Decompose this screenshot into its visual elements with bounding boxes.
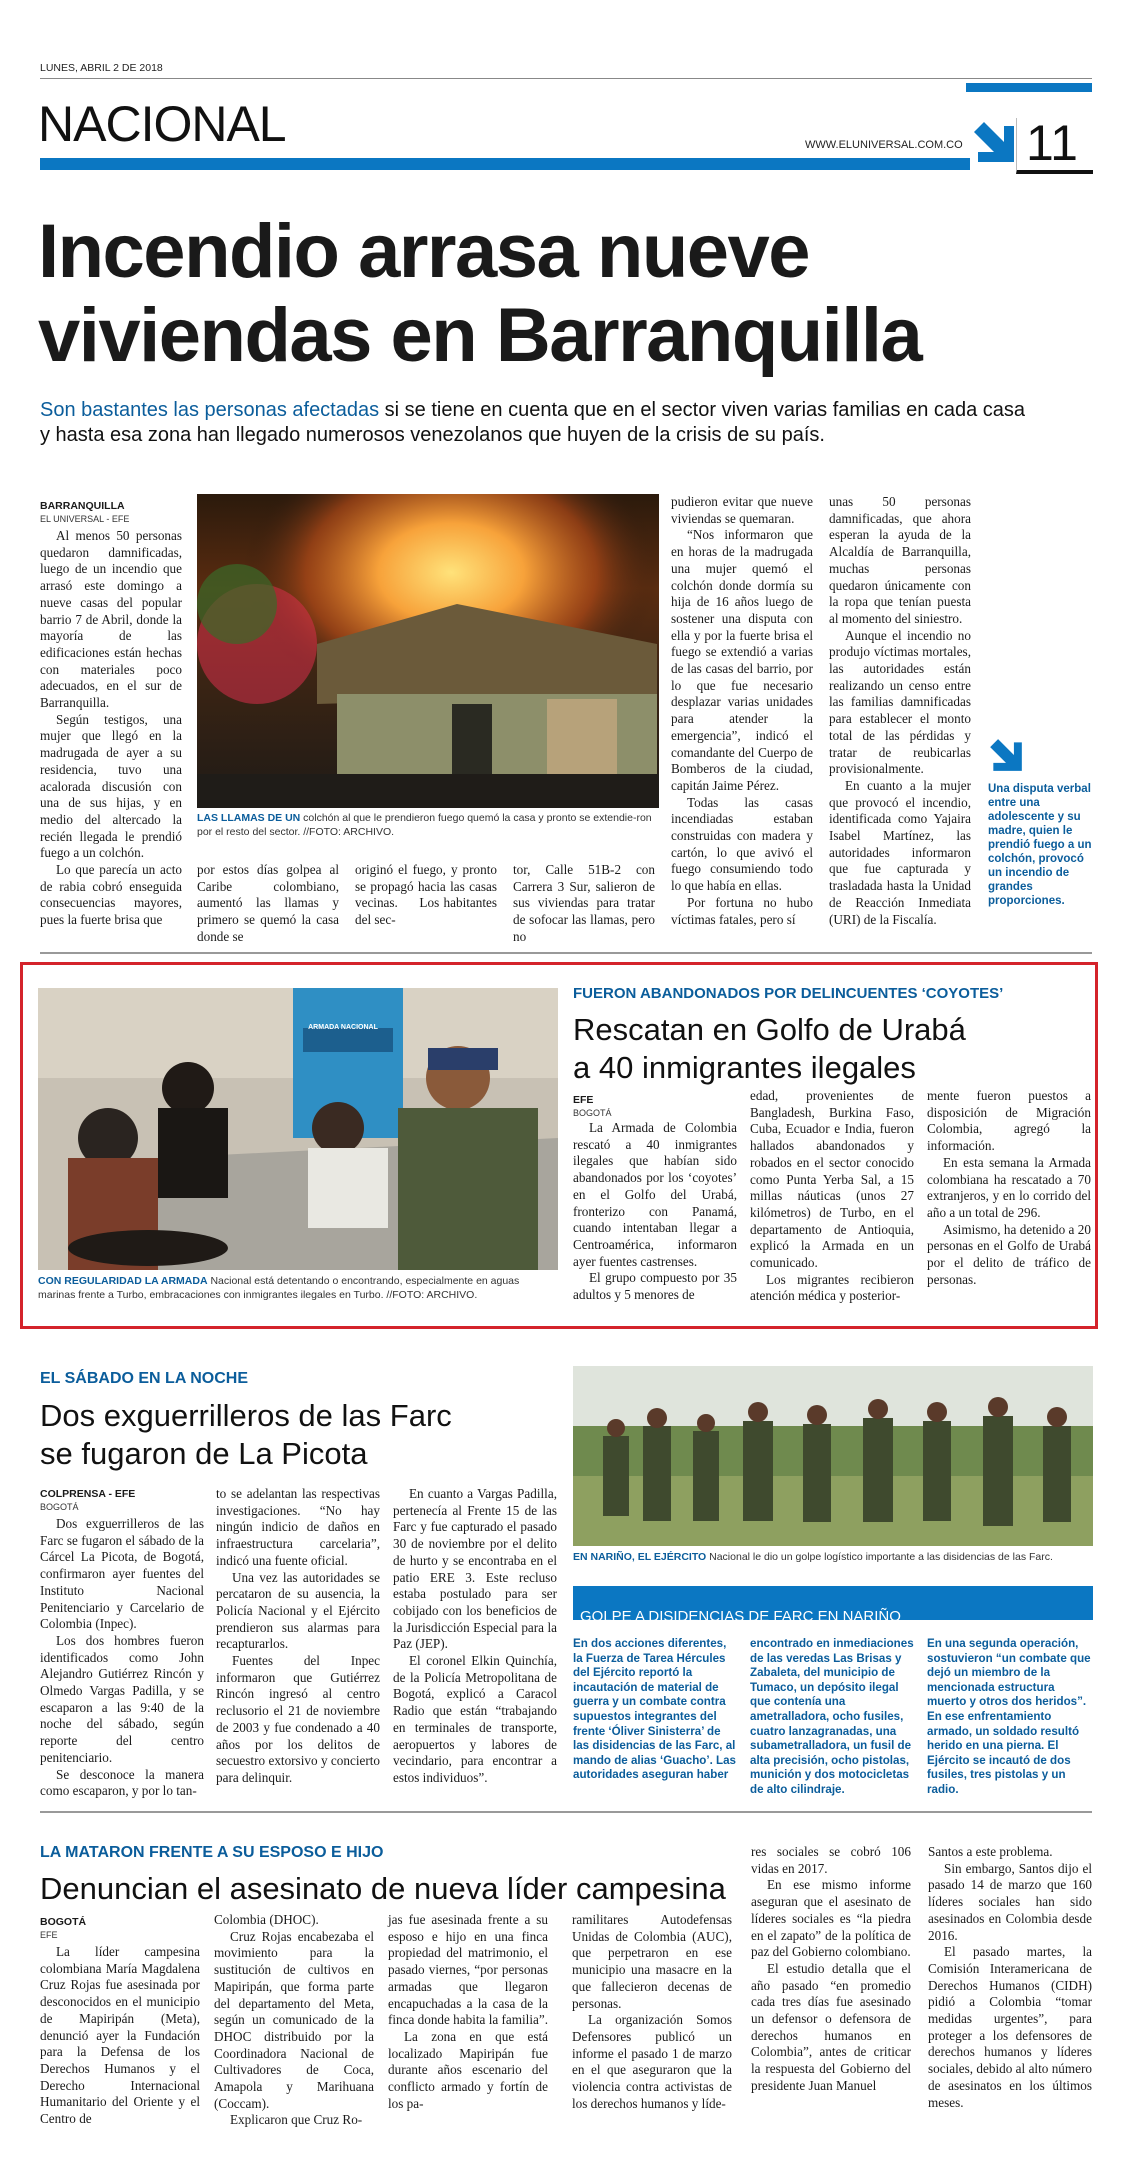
soldiers-photo-caption — [573, 1550, 1093, 1564]
story4-headline: Denuncian el asesinato de nueva líder campesina — [40, 1871, 726, 1906]
paragraph: ramilitares Autodefensas Unidas de Colombia (AUC), que perpetraron en ese municipio una masacre en la que fallecieron decenas de personas. — [572, 1912, 732, 2011]
story4-column-4 — [572, 1912, 732, 2112]
section-divider — [40, 1811, 1092, 1813]
main-lead-text: si se tiene en cuenta que en el sector viven varias familias en cada casa y hasta esa zona han llegado numerosos venezolanos que huyen de la crisis de su país. — [40, 399, 1026, 446]
story4-column-2 — [214, 1912, 374, 2129]
paragraph: En esta semana la Armada colombiana ha rescatado a 70 extranjeros, y en lo corrido del año a un total de 296. — [927, 1154, 1091, 1220]
paragraph: Una vez las autoridades se percataron de su ausencia, la Policía Nacional y el Ejército prendieron sus alarmas para recapturarlos. — [216, 1569, 380, 1652]
story4-kicker: LA MATARON FRENTE A SU ESPOSO E HIJO — [40, 1844, 384, 1861]
section-divider — [40, 952, 1092, 954]
main-column-1 — [40, 528, 182, 929]
fire-photo-caption — [197, 811, 659, 839]
fire-scene-image — [197, 494, 659, 808]
paragraph: jas fue asesinada frente a su esposo e hijo en una finca propiedad del matrimonio, el pasado viernes, “por personas armadas que llegaron encapuchadas a la casa de la finca donde habita la familia”. — [388, 1912, 549, 2028]
story2-headline-line2: a 40 inmigrantes ilegales — [573, 1050, 916, 1085]
paragraph: Los migrantes recibieron atención médica y posterior- — [750, 1271, 914, 1304]
caption-text: Nacional le dio un golpe logístico importante a las disidencias de las Farc. — [706, 1551, 1053, 1563]
paragraph: Se desconoce la manera como escaparon, y por lo tan- — [40, 1766, 204, 1799]
story3-place: BOGOTÁ — [40, 1502, 79, 1512]
paragraph: Dos exguerrilleros de las Farc se fugaron el sábado de la Cárcel La Picota, de Bogotá, confirmaron ayer fuentes del Instituto Nacional Penitenciario y Carcelario de Colombia (Inpec). — [40, 1516, 204, 1632]
story4-place: EFE — [40, 1930, 58, 1940]
paragraph: Todas las casas incendiadas estaban construidas con madera y cartón, lo que avivó el fuego consumiendo todo lo que había en ellas. — [671, 794, 813, 894]
main-column-3 — [355, 862, 497, 929]
story2-place: BOGOTÁ — [573, 1108, 612, 1118]
story2-column-1 — [573, 1120, 737, 1304]
header-top-rule — [40, 78, 1092, 79]
paragraph: Asimismo, ha detenido a 20 personas en el Golfo de Urabá por el delito de tráfico de personas. — [927, 1221, 1091, 1287]
paragraph: El estudio detalla que el año pasado “en promedio cada tres días fue asesinado un defensor o defensora de derechos humanos en Colombia”, antes de criticar la respuesta del Gobierno del presidente Juan Manuel — [751, 1960, 911, 2093]
pullquote: Una disputa verbal entre una adolescente y su madre, quien le prendió fuego a un colchón, provocó un incendio de grandes proporciones. — [988, 783, 1092, 907]
paragraph: Colombia (DHOC). — [214, 1912, 319, 1927]
paragraph: unas 50 personas damnificadas, que ahora esperan la ayuda de la Alcaldía de Barranquilla, muchas personas quedaron únicamente con la ropa que tenían puesta al momento del siniestro. — [829, 494, 971, 626]
header-accent-bar-top — [966, 83, 1092, 92]
page-number: 11 — [1026, 115, 1078, 171]
arrow-down-right-icon — [970, 118, 1018, 166]
paragraph: Aunque el incendio no produjo víctimas mortales, las autoridades están realizando un censo entre las familias damnificadas para establecer el monto total de las pérdidas y tratar de reubicarlas provisionalmente. — [829, 627, 971, 777]
paragraph: Por fortuna no hubo víctimas fatales, pero sí — [671, 894, 813, 927]
paragraph: Lo que parecía un acto de rabia cobró enseguida consecuencias mayores, pues la fuerte brisa que — [40, 862, 182, 928]
issue-date: LUNES, ABRIL 2 DE 2018 — [40, 62, 163, 74]
fire-photo — [197, 494, 659, 808]
story3-kicker: EL SÁBADO EN LA NOCHE — [40, 1370, 249, 1387]
section-title: NACIONAL — [38, 96, 286, 152]
story4-byline: BOGOTÁ — [40, 1916, 87, 1928]
header-accent-bar-bottom — [40, 158, 970, 170]
paragraph: El coronel Elkin Quinchía, de la Policía Metropolitana de Bogotá, explicó a Caracol Radio que están “trabajando en terminales de transporte, aeropuertos y labores de vecindario, para encontrar a estos individuos”. — [393, 1653, 557, 1785]
migrants-photo-caption — [38, 1274, 558, 1302]
caption-lead: EN NARIÑO, EL EJÉRCITO — [573, 1551, 707, 1563]
paragraph: to se adelantan las respectivas investigaciones. “No hay ningún indicio de daños en infraestructura carcelaria”, indicó una fuente oficial. — [216, 1486, 380, 1568]
paragraph: La zona en que está localizado Mapiripán fue durante años escenario del conflicto armado y fortín de los pa- — [388, 2028, 548, 2111]
paragraph: En ese mismo informe aseguran que el asesinato de líderes sociales es “la piedra en el zapato” de la política de paz del Gobierno colombiano. — [751, 1877, 911, 1960]
paragraph: La organización Somos Defensores publicó un informe el pasado 1 de marzo en el que aseguraron que la violencia contra activistas de los derechos humanos y líde- — [572, 2012, 732, 2111]
soldiers-photo — [573, 1366, 1093, 1546]
paragraph: En cuanto a Vargas Padilla, pertenecía al Frente 15 de las Farc y fue capturado el pasado 30 de noviembre por el delito de hurto y se encontraba en el patio ERE 3. Este recluso estaba postulado para ser cobijado con los beneficios de la Jurisdicción Especial para la Paz (JEP). — [393, 1486, 557, 1652]
main-agency: EL UNIVERSAL - EFE — [40, 514, 130, 524]
paragraph: Sin embargo, Santos dijo el pasado 14 de marzo que 160 líderes sociales han sido asesinados en Colombia desde 2016. — [928, 1860, 1092, 1943]
pullquote-arrow-icon — [987, 736, 1025, 774]
story2-byline: EFE — [573, 1094, 594, 1106]
paragraph: Explicaron que Cruz Ro- — [230, 2112, 363, 2128]
story2-kicker: FUERON ABANDONADOS POR DELINCUENTES ‘COYOTES’ — [573, 985, 1004, 1002]
photo-sign-text: ARMADA NACIONAL — [308, 1024, 378, 1031]
paragraph: Cruz Rojas encabezaba el movimiento para la sustitución de cultivos en Mapiripán, que forma parte del departamento del Meta, según un comunicado de la DHOC distribuido por la Coordinadora Nacional de Cultivadores de Coca, Amapola y Marihuana (Coccam). — [214, 1928, 374, 2111]
main-column-2 — [197, 862, 339, 946]
soldiers-scene-image — [573, 1366, 1093, 1546]
paragraph: Los dos hombres fueron identificados como John Alejandro Gutiérrez Rincón y Olmedo Vargas Padilla, y se escaparon a las 9:40 de la noche del sábado, según reporte del centro penitenciario. — [40, 1632, 204, 1765]
paragraph: originó el fuego, y pronto se propagó hacia las casas vecinas. Los habitantes del sec- — [355, 862, 497, 928]
story4-column-6 — [928, 1844, 1092, 2111]
main-headline: Incendio arrasa nueve viviendas en Barranquilla — [38, 209, 922, 378]
story2-column-3 — [927, 1088, 1091, 1288]
main-lead-highlight: Son bastantes las personas afectadas — [40, 399, 380, 421]
paragraph: res sociales se cobró 106 vidas en 2017. — [751, 1844, 911, 1876]
paragraph: mente fueron puestos a disposición de Migración Colombia, agregó la información. — [927, 1088, 1091, 1154]
story3-headline-line2: se fugaron de La Picota — [40, 1436, 368, 1471]
main-column-4 — [513, 862, 655, 946]
sidebar-box-title: GOLPE A DISIDENCIAS DE FARC EN NARIÑO — [580, 1608, 901, 1625]
paragraph: Fuentes del Inpec informaron que Gutiérrez Rincón ingresó al centro reclusorio el 21 de noviembre de 2003 y fue condenado a 40 años por los delitos de secuestro extorsivo y concierto para delinquir. — [216, 1653, 380, 1785]
paragraph: En cuanto a la mujer que provocó el incendio, identificada como Yajaira Isabel Martínez, las autoridades informaron que fue capturada y trasladada hasta la Unidad de Reacción Inmediata (URI) de la Fiscalía. — [829, 777, 971, 927]
caption-lead: LAS LLAMAS DE UN — [197, 812, 301, 824]
caption-text: colchón al que le prendieron fuego quemó la casa y pronto se extendie-ron por el resto del sector. //FOTO: ARCHIVO. — [197, 812, 652, 838]
story4-column-1 — [40, 1944, 200, 2128]
website-url: WWW.ELUNIVERSAL.COM.CO — [805, 139, 963, 151]
story4-column-5 — [751, 1844, 911, 2095]
paragraph: “Nos informaron que en horas de la madrugada una mujer quemó el colchón donde dormía su hija de 16 años luego de sostener una disputa con ella y por la fuerte brisa el fuego se extendió a varias de las casas del barrio, por lo que fue necesario desplazar varias unidades para atender la emergencia”, indicó el comandante del Cuerpo de Bomberos de la ciudad, capitán Jaime Pérez. — [671, 527, 813, 793]
story4-column-3 — [388, 1912, 548, 2112]
paragraph: por estos días golpea al Caribe colombiano, aumentó las llamas y primero se quemó la casa donde se — [197, 862, 339, 944]
story2-column-2 — [750, 1088, 914, 1305]
story2-headline-line1: Rescatan en Golfo de Urabá — [573, 1012, 966, 1047]
paragraph: Santos a este problema. — [928, 1844, 1053, 1859]
paragraph: El pasado martes, la Comisión Interamericana de Derechos Humanos (CIDH) pidió a Colombia “tomar medidas urgentes”, para proteger a los defensores de derechos humanos y líderes sociales, debido al alto número de asesinatos en los últimos meses. — [928, 1944, 1092, 2110]
paragraph: La líder campesina colombiana María Magdalena Cruz Rojas fue asesinada por desconocidos en el municipio de Mapiripán (Meta), denunció ayer la Fundación para la Defensa de los Derechos Humanos y el Derecho Internacional Humanitario del Oriente y el Centro de — [40, 1944, 200, 2127]
paragraph: Al menos 50 personas quedaron damnificadas, luego de un incendio que arrasó este domingo a nueve casas del popular barrio 7 de Abril, donde la mayoría de las edificaciones están hechas con materiales poco adecuados, en el sur de Barranquilla. — [40, 528, 182, 711]
caption-lead: CON REGULARIDAD LA ARMADA — [38, 1275, 208, 1287]
paragraph: edad, provenientes de Bangladesh, Burkina Faso, Cuba, Ecuador e India, fueron hallados abandonados y robados en el sector conocido como Punta Yerba Sal, a 15 millas náuticas (unos 27 kilómetros) de Turbo, en el departamento de Antioquia, explicó la Armada en un comunicado. — [750, 1088, 914, 1271]
paragraph: Según testigos, una mujer que llegó en la madrugada de ayer a su residencia, tuvo una acalorada discusión con una de sus hijas, y en medio del altercado la recién llegada le prendió fuego a un colchón. — [40, 711, 182, 861]
main-column-6 — [829, 494, 971, 928]
caption-text: Nacional está detentando o encontrando, especialmente en aguas marinas frente a Turbo, embracaciones con inmigrantes ilegales en Turbo. //FOTO: ARCHIVO. — [38, 1275, 520, 1301]
main-dateline: BARRANQUILLA — [40, 500, 125, 512]
sidebar-box-column-1: En dos acciones diferentes, la Fuerza de Tarea Hércules del Ejército reportó la incautación de material de guerra y un combate contra supuestos integrantes del frente ‘Óliver Sinisterra’ de las disidencias de las Farc, al mando de alias ‘Guacho’. Las autoridades aseguran haber — [573, 1637, 737, 1782]
paragraph: tor, Calle 51B-2 con Carrera 3 Sur, salieron de sus viviendas para tratar de sofocar las llamas, pero no — [513, 862, 655, 944]
paragraph: El grupo compuesto por 35 adultos y 5 menores de — [573, 1270, 737, 1303]
paragraph: La Armada de Colombia rescató a 40 inmigrantes ilegales que habían sido abandonados por los ‘coyotes’ en el Golfo del Urabá, fronterizo con Panamá, cuando intentaban llegar a Centroamérica, informaron ayer fuentes castrenses. — [573, 1120, 737, 1269]
story3-column-2 — [216, 1486, 380, 1787]
paragraph: pudieron evitar que nueve viviendas se quemaran. — [671, 494, 813, 526]
story3-byline: COLPRENSA - EFE — [40, 1488, 136, 1500]
story3-column-1 — [40, 1516, 204, 1800]
main-column-5 — [671, 494, 813, 928]
sidebar-box-column-2: encontrado en inmediaciones de las veredas Las Brisas y Zabaleta, del municipio de Tumaco, un depósito ilegal que contenía una ametralladora, ocho fusiles, cuatro lanzagranadas, una subametralladora, un fusil de alta precisión, ocho pistolas, munición y dos motocicletas de alto cilindraje. — [750, 1637, 914, 1796]
story3-headline-line1: Dos exguerrilleros de las Farc — [40, 1398, 452, 1433]
story3-column-3 — [393, 1486, 557, 1787]
sidebar-box-column-3: En una segunda operación, sostuvieron “un combate que dejó un miembro de la mencionada estructura muerto y otros dos heridos”. En ese enfrentamiento armado, un soldado resultó herido en una pierna. El Ejército se incautó de dos fusiles, tres pistolas y un radio. — [927, 1637, 1091, 1796]
main-lead — [40, 398, 1040, 448]
